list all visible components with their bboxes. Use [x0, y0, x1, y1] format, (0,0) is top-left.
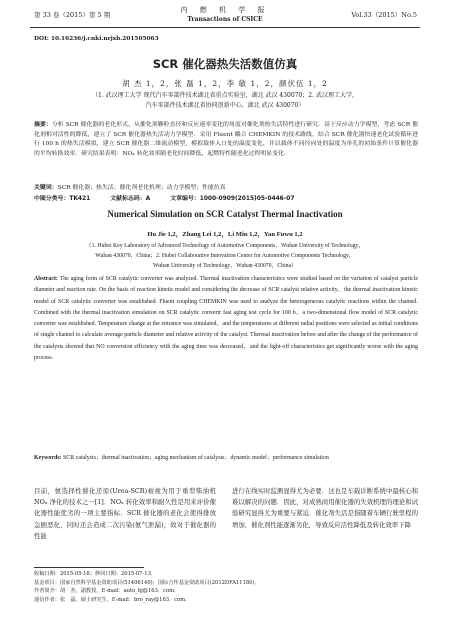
- body-column-left: 目前，氨选择性催化还原(Urea-SCR)被视为用于重型柴油机 NOₓ 净化的技术之一[1]．NOₓ 转化效率和耐久性是用来评价催化器性能优劣的一项主要指标．SCR 催化器的老化会使得排放急剧恶化，同时还会造成二次污染(氨气泄漏)，故对于催化器的性能: [34, 487, 216, 540]
- abstract-en-label: Abstract:: [34, 276, 58, 282]
- footnote-author: 作者简介：胡 杰，副教授，E-mail：auto_hj@163．com．: [34, 588, 180, 595]
- classification-cn: [34, 193, 418, 202]
- header-rule: [30, 27, 420, 28]
- doi[interactable]: DOI: 10.16236/j.cnki.nrjxb.201505063: [34, 36, 159, 42]
- abstract-en: [34, 274, 418, 364]
- affiliation-en-line: Wuhan University of Technology，Wuhan 430070，China）: [153, 263, 297, 269]
- journal-name-cn: 内 燃 机 学 报: [180, 6, 270, 14]
- journal-name-en: Transactions of CSICE: [187, 16, 263, 23]
- article-number: 文章编号：1000-0909(2015)05-0446-07: [170, 196, 295, 202]
- keywords-cn: [34, 182, 418, 191]
- affiliation-cn-line: （1. 武汉理工大学 现代汽车零部件技术湖北省重点实验室，湖北 武汉 430070；2. 武汉理工大学，: [92, 92, 358, 99]
- abstract-cn-text: 分析 SCR 催化器的老化形式，从催化剂颗粒直径和反应速率变化的角度对催化剂热失活特性进行研究．基于反应动力学模型，考虑 SCR 催化剂相对活性的降低，建立了 SCR 催化器热失活动力学模型．采用 Fluent 耦合 CHEMKIN 的技术路线，结合 SCR 催化器快速老化试验循环进行 100 h 的热失活模拟，建立 SCR 催化器二维流动模型，模拟载体入口处的温度变化，并以载体不同径向处的温度为单孔的初始条件计算催化器的平均转换效率．研究结果表明：NOₓ 转化效率随老化时间降低，起燃特性随老化过程明显变化．: [34, 122, 419, 157]
- keywords-cn-text: SCR 催化器；热失活；催化剂老化机理；动力学模型；性能仿真: [57, 185, 226, 191]
- footnote-rule: [34, 567, 144, 568]
- keywords-en-label: Keywords:: [34, 455, 62, 461]
- footnote-corresponding: 通信作者：张 磊，硕士研究生，E-mail：bro_ray@163．com．: [34, 596, 191, 603]
- clc-number: 中图分类号：TK421: [34, 196, 91, 202]
- footnote-funding: 基金项目：国家自然科学基金资助项目(51406140)；国际合作基金资助项目(2012DFA11180)．: [34, 579, 260, 586]
- keywords-en: [34, 453, 418, 464]
- abstract-cn-label: 摘要：: [34, 122, 52, 128]
- header-volume-en: Vol.33（2015）No.5: [351, 11, 417, 19]
- title-en: Numerical Simulation on SCR Catalyst Thermal Inactivation: [107, 209, 343, 219]
- affiliations-en: [54, 241, 396, 271]
- footnotes: [34, 570, 418, 604]
- affiliation-cn-line: 汽车零部件技术湖北省协同创新中心，湖北 武汉 430070）: [145, 102, 305, 109]
- authors-en: Hu Jie 1,2，Zhang Lei 1,2，Li Min 1,2，Yan Fuwu 1,2: [147, 231, 303, 238]
- header-volume-cn: 第 33 卷（2015）第 5 期: [34, 11, 111, 19]
- document-code: 文献标志码：A: [110, 196, 151, 202]
- footnote-received: 收稿日期：2015-05-18；修回日期：2015-07-13．: [34, 571, 157, 577]
- affiliation-en-line: Wuhan 430070，China；2. Hubei Collaborative Innovation Center for Automotive Components Technology，: [95, 253, 355, 259]
- affiliations-cn: [60, 91, 390, 111]
- title-cn: SCR 催化器热失活数值仿真: [152, 57, 298, 71]
- abstract-cn: [34, 121, 418, 159]
- abstract-en-text: The aging form of SCR catalytic converter was analyzed. Thermal inactivation characteristics were studied based on the variation of catalyst particle diameter and reaction rate. On the basis of reaction kinetic model and considering the decrease of SCR catalyst relative activity，the thermal inactivation kinetic model of SCR catalytic converter was established. Fluent coupling CHEMKIN was used to analyze the heterogeneous catalytic reactions within the channel. Combined with the thermal inactivation simulation on SCR catalytic convertr fast aging test cycle for 100 h，a two-dimensional flow model of SCR catalytic converter was established. Temperature change at the entrance was simulated，and the temperatures at different radial positions were selected as initial conditions of single channel to calculate average particle diameter and relative activity of the catalyst. Thermal inactivation before and after the change of the performance of the catalysts showed that NO conversion efficiency with the aging time was decreased，and the light-off characteristics get significantly worse with the aging process.: [34, 276, 418, 362]
- keywords-cn-label: 关键词：: [34, 185, 58, 191]
- affiliation-en-line: （1. Hubei Key Laboratory of Advanced Technology of Automotive Components，Wuhan University of Technology，: [85, 243, 365, 249]
- body-column-right: 进行在线实时监测显得尤为必要．这也是车载诊断系统中最核心和难以解决的问题．因此，对成熟商用催化器的失效机理的理论和试验研究显得尤为重要与紧迫．催化剂失活是指随着车辆行驶里程的增加，催化剂性能逐渐劣化，导致反应活性降低及转化效率下降: [232, 487, 418, 529]
- keywords-en-text: SCR catalysts；thermal inactivation；aging mechanism of catalysts；dynamic model；performance simulation: [62, 455, 329, 461]
- authors-cn: 胡 杰 1，2，张 磊 1，2，李 敏 1，2，颜伏伍 1，2: [122, 79, 328, 88]
